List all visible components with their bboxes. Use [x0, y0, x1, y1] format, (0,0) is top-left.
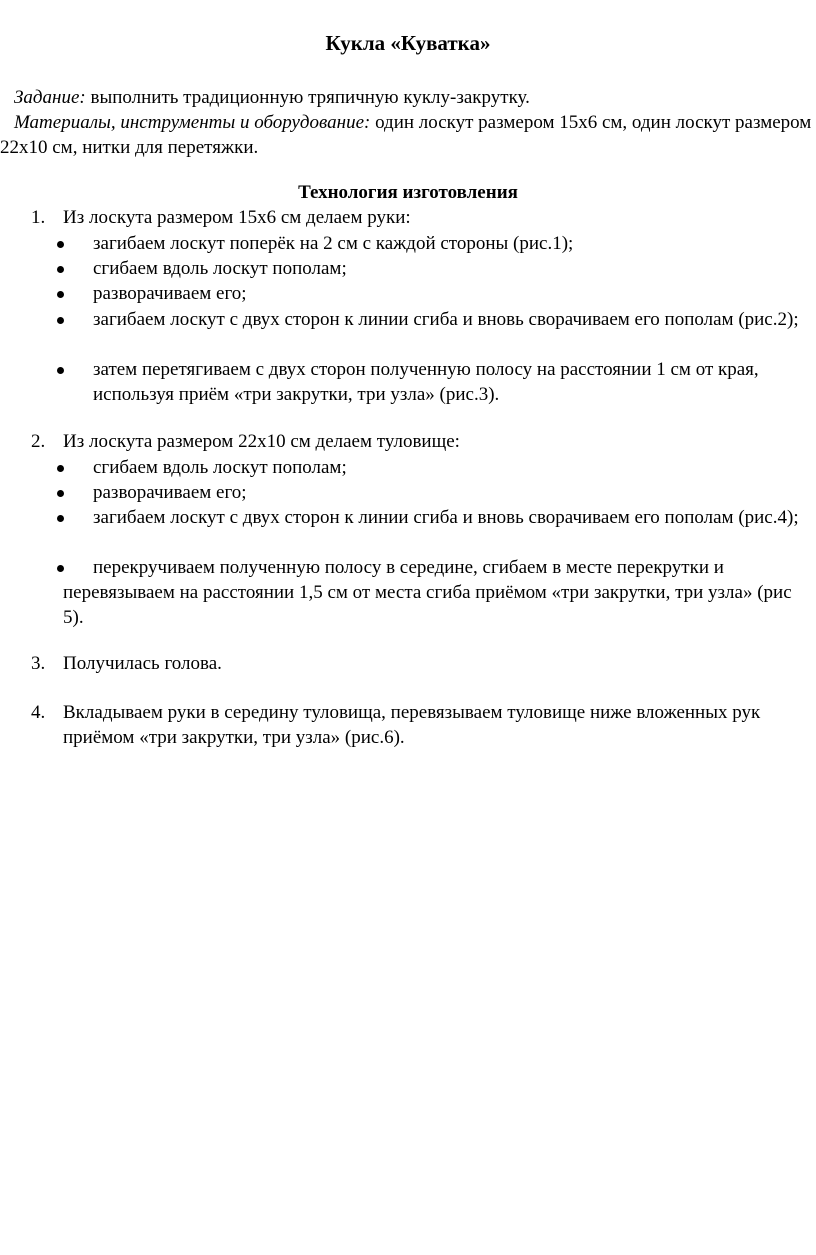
task-label: Задание: [14, 87, 86, 108]
list-item-text: перекручиваем полученную полосу в середине, сгибаем в месте перекрутки и перевязываем на расстоянии 1,5 см от места сгиба приёмом «три закрутки, три узла» (рис 5). [63, 557, 792, 628]
list-item-text: сгибаем вдоль лоскут пополам; [93, 457, 347, 478]
technology-heading: Технология изготовления [298, 182, 518, 203]
list-item-text: загибаем лоскут с двух сторон к линии сгиба и вновь сворачиваем его пополам (рис.2); [93, 309, 799, 330]
list-item-text: затем перетягиваем с двух сторон полученную полосу на расстоянии 1 см от края, используя приём «три закрутки, три узла» (рис.3). [93, 359, 759, 405]
task-text: выполнить традиционную тряпичную куклу-закрутку. [85, 87, 530, 108]
step-text: Получилась голова. [63, 653, 222, 674]
task-paragraph [0, 85, 812, 110]
document-title: Кукла «Куватка» [325, 31, 491, 55]
list-item-text: разворачиваем его; [93, 283, 247, 304]
bullet-icon [57, 367, 64, 374]
materials-paragraph [0, 110, 812, 160]
step-number: 4. [31, 702, 46, 723]
bullet-icon [57, 490, 64, 497]
bullet-icon [57, 241, 64, 248]
list-item-text: разворачиваем его; [93, 482, 247, 503]
step-number: 3. [31, 653, 46, 674]
step-text: Из лоскута размером 15х6 см делаем руки: [63, 207, 411, 228]
step-text: Вкладываем руки в середину туловища, перевязываем туловище ниже вложенных рук приёмом «три закрутки, три узла» (рис.6). [63, 702, 761, 748]
bullet-icon [57, 317, 64, 324]
step-number: 1. [31, 207, 46, 228]
bullet-icon [57, 465, 64, 472]
bullet-icon [57, 266, 64, 273]
step-text: Из лоскута размером 22х10 см делаем туловище: [63, 431, 460, 452]
bullet-icon [57, 515, 64, 522]
list-item-text: загибаем лоскут с двух сторон к линии сгиба и вновь сворачиваем его пополам (рис.4); [93, 507, 799, 528]
list-item-text: сгибаем вдоль лоскут пополам; [93, 258, 347, 279]
bullet-icon [57, 291, 64, 298]
step-number: 2. [31, 431, 46, 452]
materials-text: один лоскут размером 15х6 см, один лоскут размером 22х10 см, нитки для перетяжки. [0, 112, 812, 158]
materials-label: Материалы, инструменты и оборудование: [14, 112, 371, 133]
list-item-text: загибаем лоскут поперёк на 2 см с каждой стороны (рис.1); [93, 233, 574, 254]
